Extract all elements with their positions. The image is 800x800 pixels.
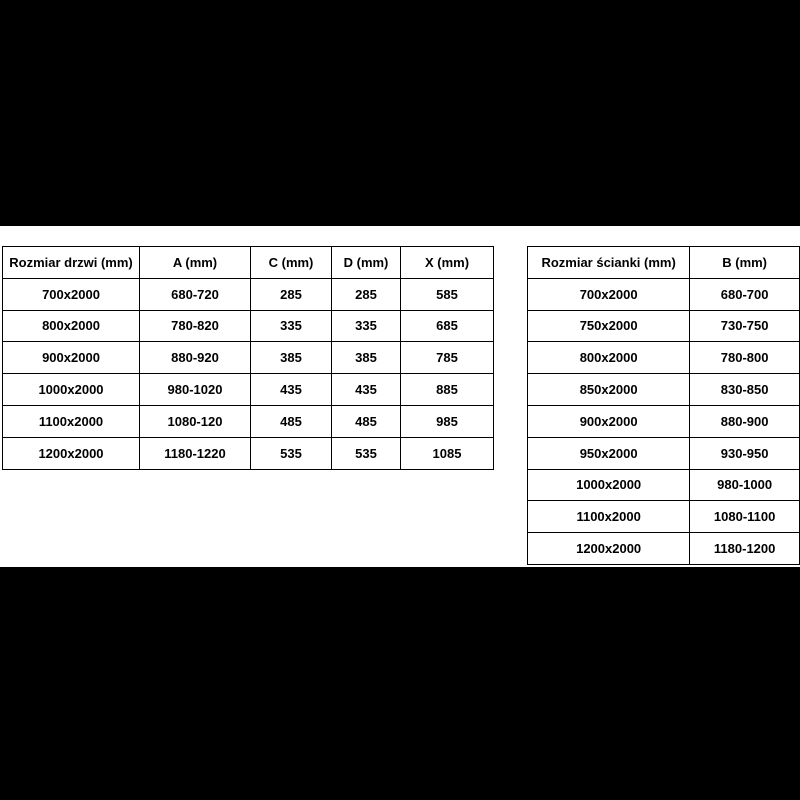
table-row [3,278,494,310]
cell-a: 880-920 [140,342,251,374]
cell-c: 535 [251,437,332,469]
cell-x: 585 [401,278,494,310]
column-header-b: B (mm) [690,247,800,279]
cell-b: 930-950 [690,437,800,469]
cell-x: 685 [401,310,494,342]
table-row [528,437,800,469]
table-row [3,310,494,342]
cell-a: 680-720 [140,278,251,310]
table-row [528,469,800,501]
cell-d: 285 [332,278,401,310]
table-row [3,374,494,406]
table-row [528,533,800,565]
cell-wall-size: 900x2000 [528,405,690,437]
cell-wall-size: 700x2000 [528,278,690,310]
table-row [528,278,800,310]
cell-a: 1080-120 [140,405,251,437]
cell-b: 980-1000 [690,469,800,501]
cell-c: 335 [251,310,332,342]
cell-b: 1180-1200 [690,533,800,565]
doors-dimensions-table [2,246,494,470]
cell-wall-size: 1000x2000 [528,469,690,501]
cell-b: 780-800 [690,342,800,374]
cell-door-size: 700x2000 [3,278,140,310]
cell-b: 880-900 [690,405,800,437]
cell-d: 535 [332,437,401,469]
cell-door-size: 900x2000 [3,342,140,374]
table-row [528,342,800,374]
table-row [3,437,494,469]
cell-door-size: 800x2000 [3,310,140,342]
cell-d: 385 [332,342,401,374]
tables-container [0,226,800,567]
column-header-d: D (mm) [332,247,401,279]
cell-b: 680-700 [690,278,800,310]
column-header-x: X (mm) [401,247,494,279]
cell-d: 335 [332,310,401,342]
cell-door-size: 1000x2000 [3,374,140,406]
table-header-row [3,247,494,279]
cell-d: 485 [332,405,401,437]
cell-wall-size: 750x2000 [528,310,690,342]
column-header-c: C (mm) [251,247,332,279]
cell-wall-size: 850x2000 [528,374,690,406]
column-header-a: A (mm) [140,247,251,279]
cell-c: 285 [251,278,332,310]
column-header-door-size: Rozmiar drzwi (mm) [3,247,140,279]
cell-wall-size: 1200x2000 [528,533,690,565]
cell-c: 385 [251,342,332,374]
white-content-sheet [0,226,800,567]
cell-door-size: 1100x2000 [3,405,140,437]
cell-x: 985 [401,405,494,437]
table-row [528,405,800,437]
cell-x: 785 [401,342,494,374]
table-header-row [528,247,800,279]
cell-wall-size: 800x2000 [528,342,690,374]
cell-a: 780-820 [140,310,251,342]
wall-dimensions-table [527,246,800,565]
cell-b: 830-850 [690,374,800,406]
table-row [528,501,800,533]
cell-wall-size: 950x2000 [528,437,690,469]
column-header-wall-size: Rozmiar ścianki (mm) [528,247,690,279]
cell-wall-size: 1100x2000 [528,501,690,533]
table-row [3,342,494,374]
cell-b: 1080-1100 [690,501,800,533]
table-row [528,310,800,342]
cell-a: 980-1020 [140,374,251,406]
cell-d: 435 [332,374,401,406]
cell-c: 435 [251,374,332,406]
cell-x: 885 [401,374,494,406]
table-row [528,374,800,406]
cell-a: 1180-1220 [140,437,251,469]
cell-door-size: 1200x2000 [3,437,140,469]
cell-c: 485 [251,405,332,437]
cell-b: 730-750 [690,310,800,342]
cell-x: 1085 [401,437,494,469]
table-row [3,405,494,437]
